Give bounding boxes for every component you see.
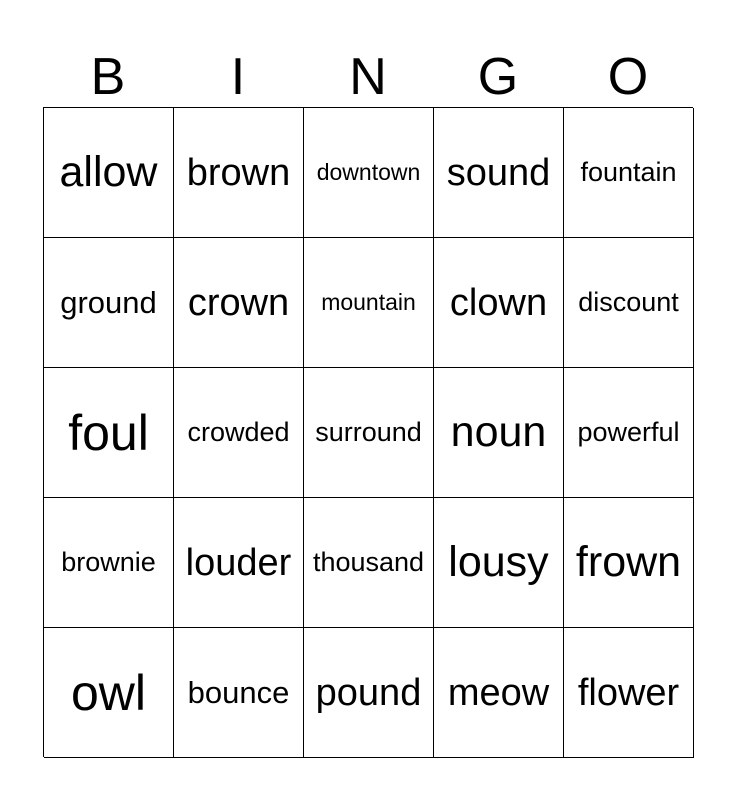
bingo-cell: allow	[44, 108, 174, 238]
bingo-cell: discount	[564, 238, 694, 368]
bingo-cell: sound	[434, 108, 564, 238]
bingo-cell: fountain	[564, 108, 694, 238]
bingo-cell: clown	[434, 238, 564, 368]
bingo-cell: bounce	[174, 628, 304, 758]
bingo-cell: crowded	[174, 368, 304, 498]
bingo-cell: meow	[434, 628, 564, 758]
bingo-cell: flower	[564, 628, 694, 758]
bingo-cell: ground	[44, 238, 174, 368]
bingo-cell: brownie	[44, 498, 174, 628]
header-letter-b: B	[90, 48, 126, 106]
bingo-cell: thousand	[304, 498, 434, 628]
bingo-cell: downtown	[304, 108, 434, 238]
bingo-cell: crown	[174, 238, 304, 368]
header-letter-i: I	[230, 48, 246, 106]
bingo-cell: powerful	[564, 368, 694, 498]
header-letter-n: N	[349, 48, 387, 106]
header-letter-g: G	[477, 48, 519, 106]
bingo-cell: brown	[174, 108, 304, 238]
bingo-cell: noun	[434, 368, 564, 498]
bingo-cell: foul	[44, 368, 174, 498]
bingo-cell: mountain	[304, 238, 434, 368]
bingo-cell: louder	[174, 498, 304, 628]
bingo-cell: surround	[304, 368, 434, 498]
bingo-cell: frown	[564, 498, 694, 628]
bingo-header	[43, 44, 693, 106]
bingo-cell: pound	[304, 628, 434, 758]
bingo-cell: owl	[44, 628, 174, 758]
bingo-cell: lousy	[434, 498, 564, 628]
bingo-board	[43, 107, 693, 757]
header-letter-o: O	[607, 48, 649, 106]
